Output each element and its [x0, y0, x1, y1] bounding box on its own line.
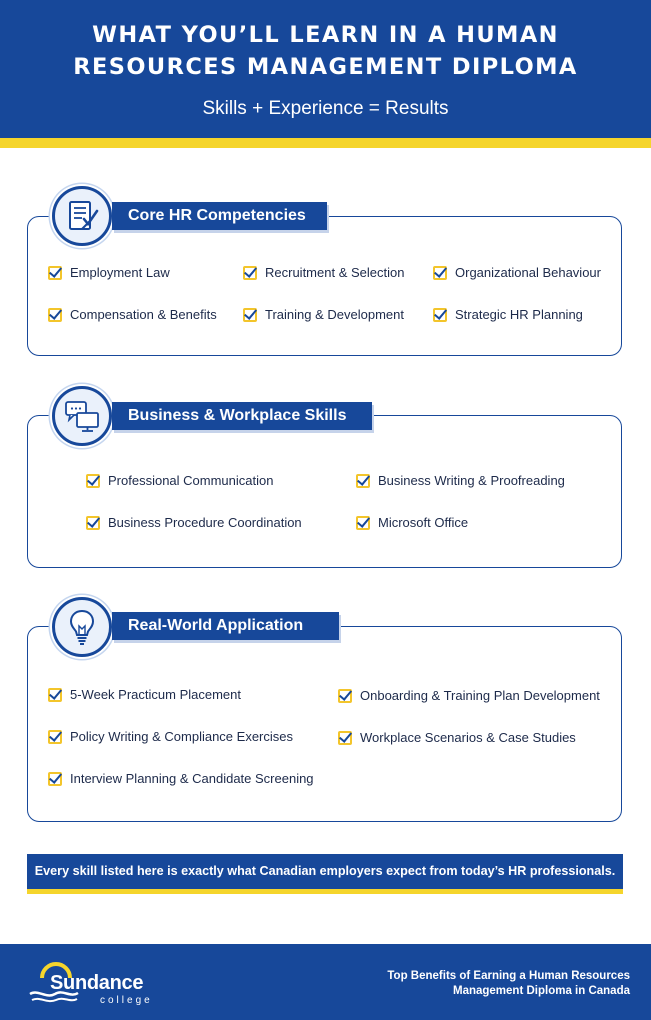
checklist-document-icon	[52, 186, 112, 246]
item-label: Compensation & Benefits	[70, 307, 217, 322]
item-label: Professional Communication	[108, 473, 274, 488]
list-item	[243, 307, 404, 322]
list-item	[356, 515, 468, 530]
page-subtitle: Skills + Experience = Results	[202, 98, 449, 119]
checkbox-icon	[243, 308, 257, 322]
header	[0, 0, 651, 138]
section-real-world	[27, 626, 622, 822]
checkbox-icon	[86, 474, 100, 488]
checkbox-icon	[48, 730, 62, 744]
title-line-1: WHAT YOU’LL LEARN IN A HUMAN	[92, 22, 559, 48]
caption-line-1: Top Benefits of Earning a Human Resources	[387, 970, 630, 982]
section-title-business-skills: Business & Workplace Skills	[112, 402, 372, 430]
checkbox-icon	[356, 474, 370, 488]
item-label: Policy Writing & Compliance Exercises	[70, 729, 293, 744]
item-label: Strategic HR Planning	[455, 307, 583, 322]
checkbox-icon	[48, 688, 62, 702]
item-label: Onboarding & Training Plan Development	[360, 688, 600, 703]
footer-note: Every skill listed here is exactly what Canadian employers expect from today’s HR professionals.	[27, 854, 623, 889]
section-core-hr	[27, 216, 622, 356]
section-title-core-hr: Core HR Competencies	[112, 202, 327, 230]
list-item	[48, 265, 170, 280]
list-item	[433, 307, 583, 322]
item-label: Business Writing & Proofreading	[378, 473, 565, 488]
list-item	[48, 307, 217, 322]
item-label: 5-Week Practicum Placement	[70, 687, 241, 702]
checkbox-icon	[86, 516, 100, 530]
checkbox-icon	[338, 731, 352, 745]
list-item	[48, 729, 293, 744]
item-label: Microsoft Office	[378, 515, 469, 530]
section-title-real-world: Real-World Application	[112, 612, 339, 640]
checkbox-icon	[243, 266, 257, 280]
page-title	[0, 19, 651, 83]
list-item	[48, 687, 241, 702]
item-label: Employment Law	[70, 265, 170, 280]
item-label: Interview Planning & Candidate Screening	[70, 771, 314, 786]
title-line-2: RESOURCES MANAGEMENT DIPLOMA	[73, 54, 578, 80]
list-item	[86, 473, 273, 488]
list-item	[338, 688, 600, 703]
section-business-skills	[27, 415, 622, 568]
checkbox-icon	[48, 308, 62, 322]
list-item	[338, 730, 576, 745]
logo-sub: college	[100, 995, 153, 1006]
lightbulb-icon	[52, 597, 112, 657]
checkbox-icon	[433, 308, 447, 322]
footer	[0, 944, 651, 1020]
item-label: Business Procedure Coordination	[108, 515, 302, 530]
item-label: Training & Development	[265, 307, 404, 322]
sundance-college-logo[interactable]	[28, 958, 178, 1010]
checkbox-icon	[48, 772, 62, 786]
list-item	[433, 265, 601, 280]
header-stripe	[0, 138, 651, 148]
footer-caption	[387, 969, 630, 999]
caption-line-2: Management Diploma in Canada	[452, 985, 630, 997]
list-item	[86, 515, 302, 530]
checkbox-icon	[338, 689, 352, 703]
chat-monitor-icon	[52, 386, 112, 446]
list-item	[48, 771, 314, 786]
item-label: Recruitment & Selection	[265, 265, 405, 280]
footer-note-stripe	[27, 889, 623, 894]
logo-brand: Sundance	[50, 972, 144, 994]
list-item	[243, 265, 404, 280]
checkbox-icon	[433, 266, 447, 280]
checkbox-icon	[48, 266, 62, 280]
list-item	[356, 473, 565, 488]
checkbox-icon	[356, 516, 370, 530]
item-label: Workplace Scenarios & Case Studies	[360, 730, 576, 745]
item-label: Organizational Behaviour	[455, 265, 601, 280]
